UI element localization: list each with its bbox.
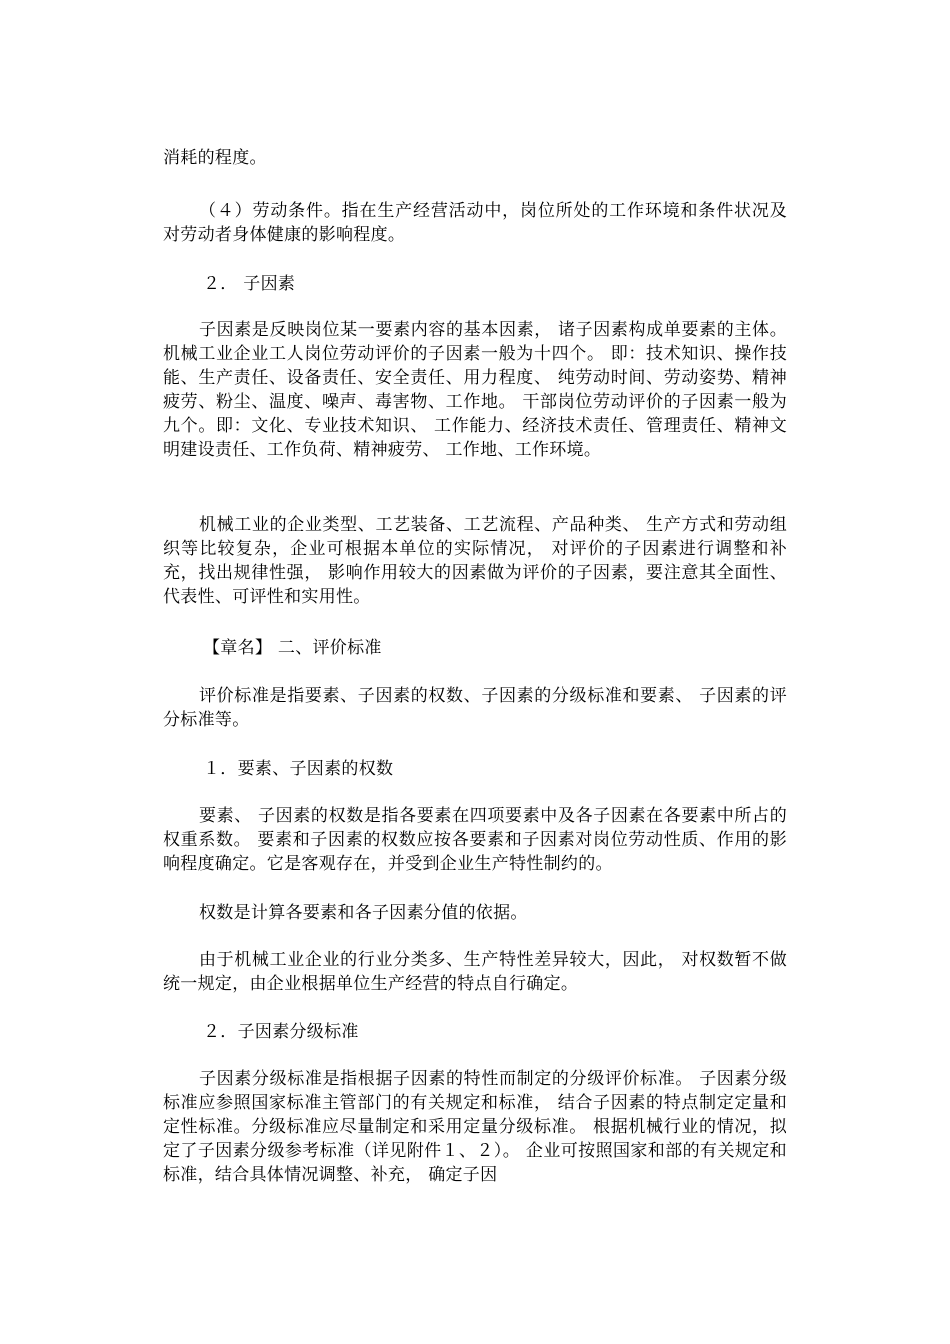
paragraph-evaluation-standard: 评价标准是指要素、子因素的权数、子因素的分级标准和要素、 子因素的评分标准等。 — [163, 686, 787, 730]
paragraph-weights-basis: 权数是计算各要素和各子因素分值的依据。 — [199, 903, 528, 923]
paragraph-sub-factors-definition: 子因素是反映岗位某一要素内容的基本因素， 诸子因素构成单要素的主体。机械工业企业工人岗位劳动评价的子因素一般为十四个。 即：技术知识、操作技能、生产责任、设备责任、安全责任、用力程度、 纯劳动时间、劳动姿势、精神疲劳、粉尘、温度、噪声、毒害物、工作地。 干部岗位劳动评价的子因素一般为九个。即：文化、专业技术知识、 工作能力、经济技术责任、管理责任、精神文明建设责任、工作负荷、精神疲劳、 工作地、工作环境。 — [163, 320, 787, 460]
section-heading-sub-factors: ２． 子因素 — [203, 274, 296, 294]
paragraph-labor-conditions: （４）劳动条件。指在生产经营活动中，岗位所处的工作环境和条件状况及对劳动者身体健康的影响程度。 — [163, 201, 787, 245]
paragraph-sub-factors-adjustment: 机械工业的企业类型、工艺装备、工艺流程、产品种类、 生产方式和劳动组织等比较复杂，企业可根据本单位的实际情况， 对评价的子因素进行调整和补充，找出规律性强， 影响作用较大的因素做为评价的子因素，要注意其全面性、代表性、可评性和实用性。 — [163, 515, 787, 607]
section-heading-weights: １．要素、子因素的权数 — [203, 759, 394, 779]
paragraph-continuation: 消耗的程度。 — [163, 148, 267, 168]
section-heading-grading-standard: ２．子因素分级标准 — [203, 1022, 359, 1042]
paragraph-weights-rule: 由于机械工业企业的行业分类多、生产特性差异较大，因此， 对权数暂不做统一规定，由企业根据单位生产经营的特点自行确定。 — [163, 950, 787, 994]
paragraph-grading-standard: 子因素分级标准是指根据子因素的特性而制定的分级评价标准。 子因素分级标准应参照国家标准主管部门的有关规定和标准， 结合子因素的特点制定定量和定性标准。分级标准应尽量制定和采用定量分级标准。 根据机械行业的情况，拟定了子因素分级参考标准（详见附件１、２）。 企业可按照国家和部的有关规定和标准，结合具体情况调整、补充， 确定子因 — [163, 1069, 787, 1185]
paragraph-weights-definition: 要素、 子因素的权数是指各要素在四项要素中及各子因素在各要素中所占的权重系数。 要素和子因素的权数应按各要素和子因素对岗位劳动性质、作用的影响程度确定。它是客观存在，并受到企业生产特性制约的。 — [163, 806, 787, 874]
chapter-heading-evaluation-standard: 【章名】 二、评价标准 — [203, 638, 382, 658]
